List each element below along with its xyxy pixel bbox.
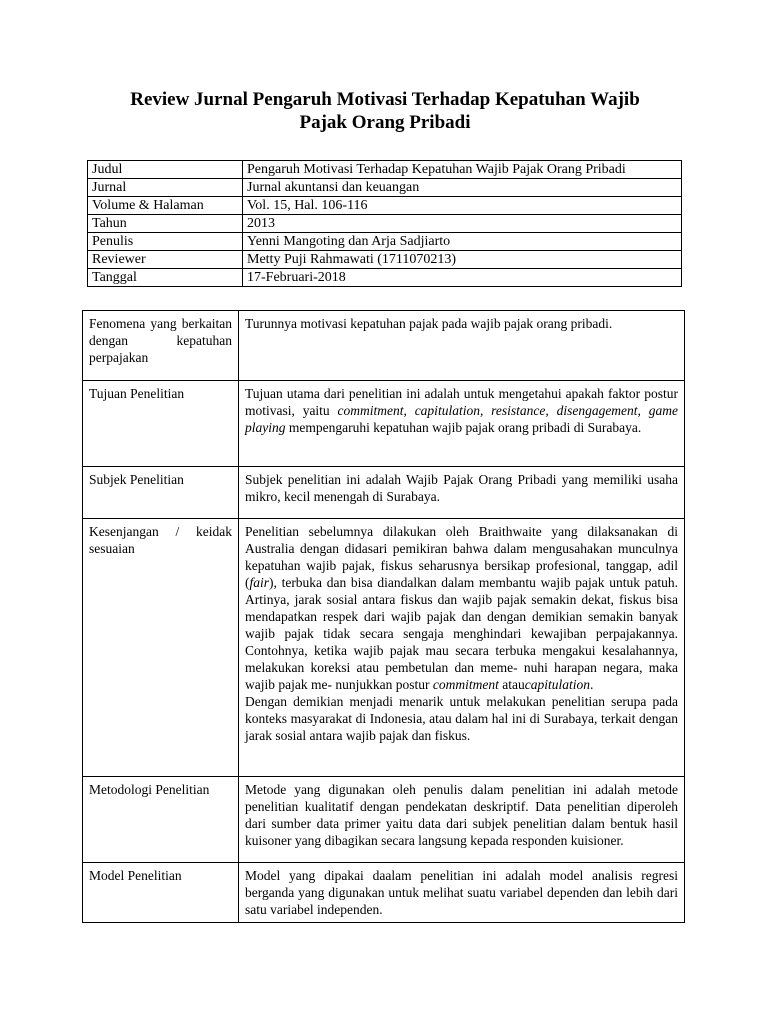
info-label: Jurnal	[88, 179, 243, 197]
kesenjangan-italic-commitment: commitment	[432, 677, 499, 692]
kesenjangan-paragraph-2: Dengan demikian menjadi menarik untuk melakukan penelitian serupa pada konteks masyarakat di Indonesia, atau dalam hal ini di Surabaya, terkait dengan jarak sosial antara wajib pajak dan fiskus.	[245, 694, 678, 743]
info-value: Jurnal akuntansi dan keuangan	[243, 179, 682, 197]
info-value: 2013	[243, 215, 682, 233]
kesenjangan-text-c: atau	[498, 677, 525, 692]
table-row	[88, 233, 682, 251]
review-text-tujuan	[239, 381, 685, 467]
info-label: Tanggal	[88, 269, 243, 287]
info-value: 17-Februari-2018	[243, 269, 682, 287]
review-text-fenomena: Turunnya motivasi kepatuhan pajak pada wajib pajak orang pribadi.	[239, 311, 685, 381]
table-row	[88, 161, 682, 179]
kesenjangan-italic-fair: fair	[249, 575, 270, 590]
review-label-fenomena: Fenomena yang berkaitan dengan kepatuhan perpajakan	[83, 311, 239, 381]
review-label-kesenjangan: Kesenjangan / keidak sesuaian	[83, 519, 239, 777]
review-text-metodologi: Metode yang digunakan oleh penulis dalam penelitian ini adalah metode penelitian kualitatif dengan pendekatan deskriptif. Data penelitian diperoleh dari sumber data primer yaitu data dari subjek penelitian dalam bentuk hasil kuisoner yang dibagikan secara langsung kepada responden kuisioner.	[239, 777, 685, 863]
info-value: Yenni Mangoting dan Arja Sadjiarto	[243, 233, 682, 251]
review-row-kesenjangan	[83, 519, 685, 777]
review-label-model: Model Penelitian	[83, 863, 239, 923]
review-row-tujuan	[83, 381, 685, 467]
info-value: Metty Puji Rahmawati (1711070213)	[243, 251, 682, 269]
review-text-model: Model yang dipakai daalam penelitian ini adalah model analisis regresi berganda yang digunakan untuk melihat suatu variabel dependen dan lebih dari satu variabel independen.	[239, 863, 685, 923]
kesenjangan-text-b: ), terbuka dan bisa diandalkan dalam membantu wajib pajak untuk patuh. Artinya, jarak sosial antara fiskus dan wajib pajak semakin dekat, fiskus bisa mendapatkan respek dari wajib pajak dan dengan demikian semakin banyak wajib pajak tidak secara sengaja menghindari kewajiban perpajakannya. Contohnya, ketika wajib pajak mau secara terbuka mengakui kesalahannya, melakukan koreksi atau pembetulan dan meme- nuhi harapan negara, maka wajib pajak me- nunjukkan postur	[245, 575, 678, 692]
review-table	[82, 310, 685, 923]
review-row-model	[83, 863, 685, 923]
review-row-fenomena	[83, 311, 685, 381]
info-label: Volume & Halaman	[88, 197, 243, 215]
tujuan-text-a: Tujuan utama dari penelitian ini adalah untuk mengetahui apakah faktor postur motivasi, yaitu	[245, 386, 678, 418]
kesenjangan-italic-capitulation: capitulation	[524, 677, 590, 692]
title-line-1: Review Jurnal Pengaruh Motivasi Terhadap Kepatuhan Wajib	[130, 89, 640, 110]
tujuan-text-b: mempengaruhi kepatuhan wajib pajak orang pribadi di Surabaya.	[285, 420, 642, 435]
info-label: Penulis	[88, 233, 243, 251]
title-line-2: Pajak Orang Pribadi	[299, 112, 471, 133]
review-row-metodologi	[83, 777, 685, 863]
kesenjangan-text-d: .	[589, 677, 594, 692]
info-label: Reviewer	[88, 251, 243, 269]
review-label-subjek: Subjek Penelitian	[83, 467, 239, 519]
journal-info-table	[87, 160, 682, 287]
review-text-kesenjangan	[239, 519, 685, 777]
review-text-subjek: Subjek penelitian ini adalah Wajib Pajak Orang Pribadi yang memiliki usaha mikro, kecil menengah di Surabaya.	[239, 467, 685, 519]
tujuan-italic-terms: commitment, capitulation, resistance, disengagement, game playing	[245, 403, 678, 435]
kesenjangan-paragraph-1	[245, 523, 678, 693]
info-label: Judul	[88, 161, 243, 179]
info-label: Tahun	[88, 215, 243, 233]
document-title	[80, 88, 690, 134]
table-row	[88, 269, 682, 287]
info-value: Vol. 15, Hal. 106-116	[243, 197, 682, 215]
table-row	[88, 179, 682, 197]
review-label-metodologi: Metodologi Penelitian	[83, 777, 239, 863]
kesenjangan-text-a: Penelitian sebelumnya dilakukan oleh Braithwaite yang dilaksanakan di Australia dengan didasari pemikiran bahwa dalam mengusahakan munculnya kepatuhan wajib pajak, fiskus seharusnya bersikap profesional, tanggap, adil (	[245, 524, 678, 590]
table-row	[88, 215, 682, 233]
info-value: Pengaruh Motivasi Terhadap Kepatuhan Wajib Pajak Orang Pribadi	[243, 161, 682, 179]
table-row	[88, 197, 682, 215]
review-label-tujuan: Tujuan Penelitian	[83, 381, 239, 467]
review-row-subjek	[83, 467, 685, 519]
table-row	[88, 251, 682, 269]
